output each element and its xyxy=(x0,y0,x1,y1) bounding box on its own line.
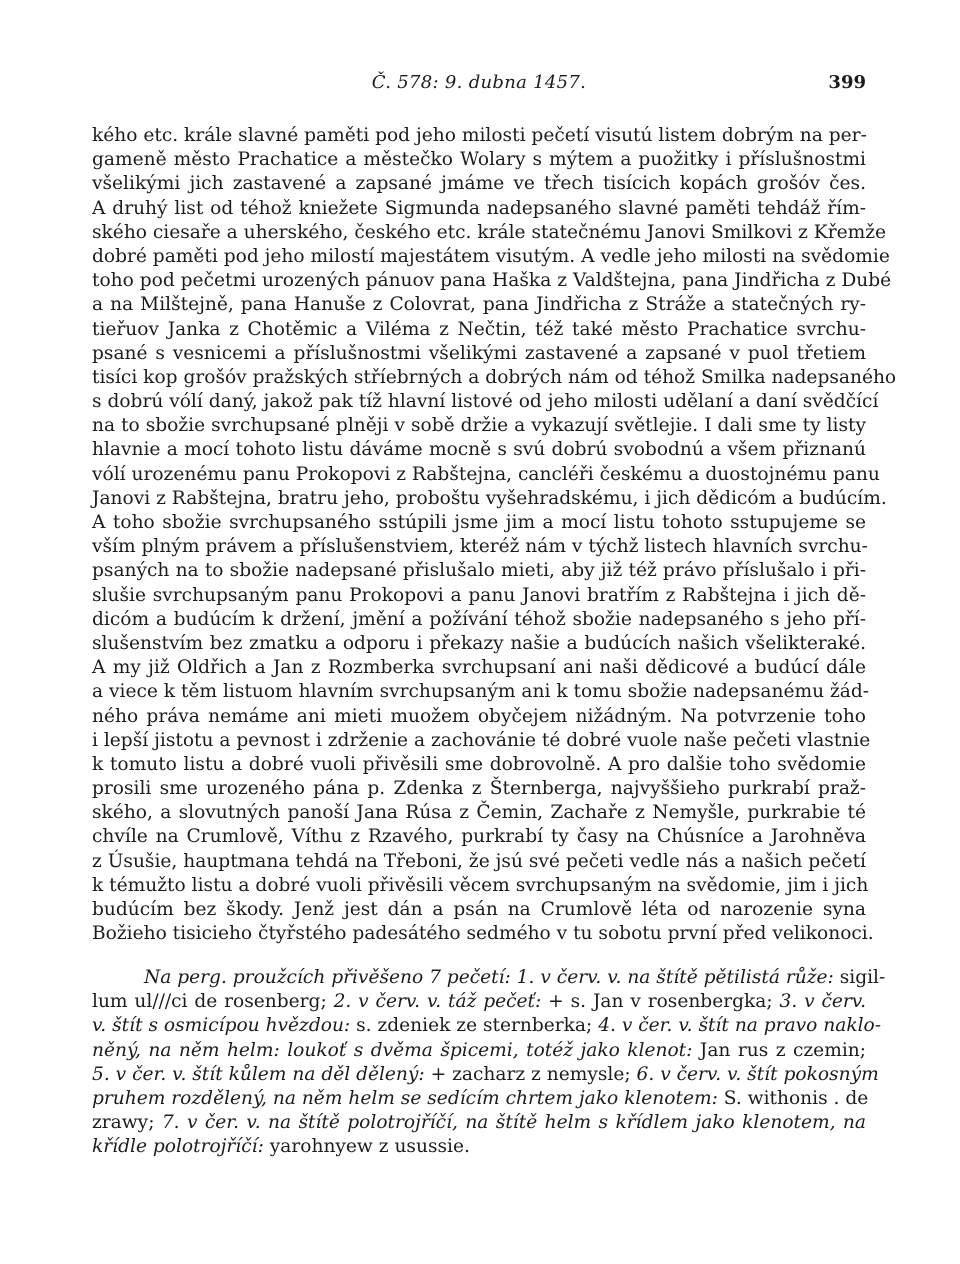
seal-inscription-text: S. withonis . de xyxy=(723,1087,869,1109)
text-line: vším plným právem a příslušenstviem, kteréž nám v týchž listech hlavních svrchu- xyxy=(92,536,868,558)
seal-inscription-text: s. zdeniek ze sternberka; xyxy=(356,1015,599,1037)
editorial-italic-text: Na perg. proužcích přivěšeno 7 pečetí: 1. v červ. v. na štítě pětilistá růže: xyxy=(144,967,834,988)
text-line: chvíle na Crumlově, Víthu z Rzavého, purkrabí ty časy na Chúsníce a Jarohněva xyxy=(92,826,866,848)
text-line: vólí urozenému panu Prokopovi z Rabštejna, cancléři českému a duostojnému panu xyxy=(92,463,880,485)
note-line xyxy=(92,1039,866,1063)
running-head: Č. 578: 9. dubna 1457. xyxy=(371,72,587,93)
editorial-italic-text: 4. v čer. v. štít na pravo naklo- xyxy=(598,1015,882,1037)
text-line: psaných na to sbožie nadepsané přislušalo mieti, aby již též právo příslušalo i při- xyxy=(92,560,866,582)
text-line: slušie svrchupsaným panu Prokopovi a panu Janovi bratřím z Rabštejna i jich dě- xyxy=(92,584,866,606)
page-header xyxy=(92,72,866,102)
text-line: budúcím bez škody. Jenž jest dán a psán na Crumlově léta od narozenie syna xyxy=(92,899,866,920)
note-line xyxy=(92,1063,879,1087)
text-line: hlavnie a mocí tohoto listu dáváme mocně s svú dobrú svobodnú a všem přiznanú xyxy=(92,439,866,461)
text-line: tisíci kop grošóv pražských stříebrných a dobrých nám od téhož Smilka nadepsaného xyxy=(92,366,897,388)
editorial-italic-text: něný, na něm helm: loukoť s dvěma špicemi, totéž jako klenot: xyxy=(92,1039,700,1061)
text-line: A my již Oldřich a Jan z Rozmberka svrchupsaní ani naši dědicové a budúcí dále xyxy=(92,657,866,679)
text-line: i lepší jistotu a pevnost i zdrženie a zachovánie té dobré vuole naše pečeti vlastnie xyxy=(92,729,871,751)
text-line: s dobrú vólí daný, jakož pak tíž hlavní listové od jeho milosti udělaní a daní svědčící xyxy=(92,391,879,413)
text-line: ného práva nemáme ani mieti muožem obyčejem nižádným. Na potvrzenie toho xyxy=(92,705,866,727)
text-line: A druhý list od téhož kniežete Sigmunda nadepsaného slavné paměti tehdáž řím- xyxy=(92,197,866,219)
text-line: k tomuto listu a dobré vuoli přivěsili sme dobrovolně. A pro dalšie toho svědomie xyxy=(92,753,866,775)
text-line: z Úsušie, hauptmana tehdá na Třeboni, že jsú své pečeti vedle nás a našich pečetí xyxy=(92,850,866,872)
editorial-italic-text: 6. v červ. v. štít pokosným xyxy=(636,1063,879,1085)
note-line xyxy=(92,1135,866,1159)
text-line: tieřuov Janka z Chotěmic a Viléma z Nečtin, též také město Prachatice svrchu- xyxy=(92,318,866,340)
text-line: psané s vesnicemi a příslušnostmi všelikými zastavené a zapsané v puol třetiem xyxy=(92,342,866,364)
note-line xyxy=(92,1014,882,1038)
seal-inscription-text: Jan rus z czemin; xyxy=(699,1039,867,1061)
editorial-italic-text: 2. v červ. v. táž pečeť: + xyxy=(333,991,571,1013)
text-line: dobré paměti pod jeho milostí majestátem visutým. A vedle jeho milosti na svědomie xyxy=(92,245,890,267)
text-line: a viece k těm listuom hlavním svrchupsaným ani k tomu sbožie nadepsanému žád- xyxy=(92,681,870,703)
editorial-italic-text: 7. v čer. v. na štítě polotrojříčí, na štítě helm s křídlem jako klenotem, na xyxy=(161,1112,866,1134)
text-line: a na Milštejně, pana Hanuše z Colovrat, pana Jindřicha z Stráže a statečných ry- xyxy=(92,294,866,316)
text-line: A toho sbožie svrchupsaného sstúpili jsme jim a mocí listu tohoto sstupujeme se xyxy=(92,512,866,533)
text-line: Božieho tisicieho čtyřstého padesátého sedmého v tu sobotu první před velikonoci. xyxy=(92,923,874,945)
note-line xyxy=(92,1111,866,1135)
editorial-italic-text: 3. v červ. xyxy=(779,991,866,1013)
text-line: dicóm a budúcím k držení, jmění a požívání téhož sbožie nadepsaného s jeho pří- xyxy=(92,608,866,630)
seal-inscription-text: yarohnyew z usussie. xyxy=(269,1136,470,1158)
text-line: ského, a slovutných panoší Jana Rúsa z Čemin, Zachaře z Nemyšle, purkrabie té xyxy=(92,802,866,824)
text-line: Janovi z Rabštejna, bratru jeho, proboštu vyšehradskému, i jich dědicóm a budúcím. xyxy=(92,487,887,509)
seal-note xyxy=(92,966,886,1160)
seal-inscription-text: zacharz z nemysle; xyxy=(452,1063,637,1085)
text-line: ského ciesaře a uherského, českého etc. krále statečnému Janovi Smilkovi z Křemže xyxy=(92,221,887,243)
note-line xyxy=(92,966,886,990)
page-number: 399 xyxy=(828,72,866,93)
text-line: slušenstvím bez zmatku a odporu i překazy našie a budúcích našich všelikteraké. xyxy=(92,632,866,654)
text-line: prosili sme urozeného pána p. Zdenka z Šternberga, najvyššieho purkrabí praž- xyxy=(92,778,866,800)
text-line: všelikými jich zastavené a zapsané jmáme ve třech tisícich kopách grošóv čes. xyxy=(92,173,866,195)
text-line: toho pod pečetmi urozených pánuov pana Haška z Valdštejna, pana Jindřicha z Dubé xyxy=(92,270,892,292)
editorial-italic-text: v. štít s osmicípou hvězdou: xyxy=(92,1015,357,1037)
seal-inscription-text: zrawy; xyxy=(92,1112,162,1134)
body-text xyxy=(92,124,897,946)
text-line: kého etc. krále slavné paměti pod jeho milosti pečetí visutú listem dobrým na per- xyxy=(92,125,867,146)
note-line xyxy=(92,1087,869,1111)
seal-inscription-text: s. Jan v rosenbergka; xyxy=(570,991,780,1013)
seal-inscription-text: sigil- xyxy=(833,967,886,988)
editorial-italic-text: pruhem rozdělený, na něm helm se sedícím chrtem jako klenotem: xyxy=(92,1087,724,1109)
text-line: na to sbožie svrchupsané plněji v sobě držie a vykazují světlejie. I dali sme ty listy xyxy=(92,415,866,437)
text-line: k témužto listu a dobré vuoli přivěsili věcem svrchupsaným na svědomie, jim i jich xyxy=(92,874,869,896)
seal-inscription-text: lum ul///ci de rosenberg; xyxy=(92,991,334,1013)
text-line: gameně město Prachatice a městečko Wolary s mýtem a puožitky i příslušnostmi xyxy=(92,149,866,171)
editorial-italic-text: křídle polotrojříčí: xyxy=(92,1136,270,1158)
note-line xyxy=(92,990,866,1014)
editorial-italic-text: 5. v čer. v. štít kůlem na děl dělený: + xyxy=(92,1063,453,1085)
